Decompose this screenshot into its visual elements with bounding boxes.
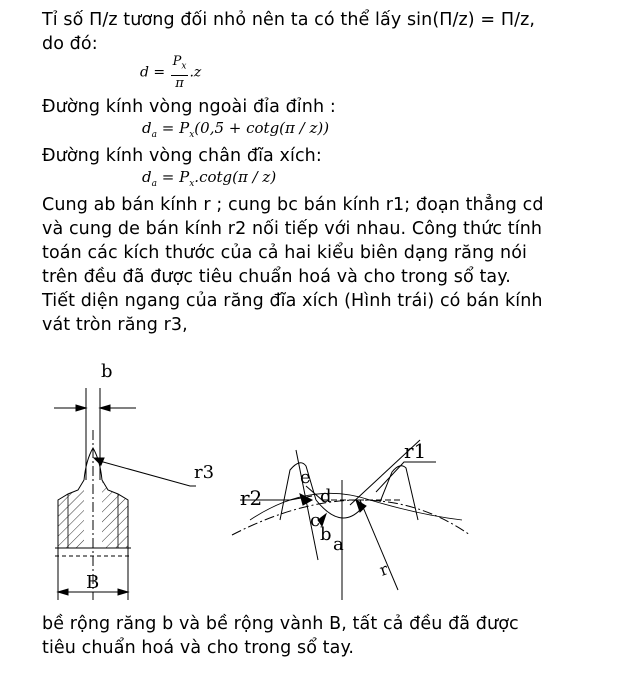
label-B-width: B [86,572,100,593]
formula-lhs: d [142,119,152,137]
formula-eq: = [161,119,175,137]
paragraph-line: Tiết diện ngang của răng đĩa xích (Hình trái) có bán kính [42,291,543,311]
paragraph-line: vát tròn răng r3, [42,315,188,335]
paragraph-line: và cung de bán kính r2 nối tiếp với nhau. Công thức tính [42,219,543,239]
formula-p-sub: x [189,179,195,189]
right-figure-profile [232,440,470,600]
label-d: d [320,486,332,507]
fraction-denominator: π [175,75,184,91]
left-figure-cross-section [54,388,196,600]
outer-diameter-heading: Đường kính vòng ngoài đỉa đỉnh : [42,97,336,117]
formula-body: .cotg(π / z) [194,168,277,186]
label-r1: r1 [404,439,427,463]
formula-lhs: d [142,168,152,186]
formula-eq: = [161,168,175,186]
label-c: c [310,510,321,531]
root-diameter-heading: Đường kính vòng chân đĩa xích: [42,146,322,166]
closing-line: bề rộng răng b và bề rộng vành B, tất cả đều đã được [42,614,519,634]
formula-tail: .z [189,64,202,81]
label-e: e [300,467,311,488]
label-a: a [333,534,344,555]
fraction-numerator-sub: x [181,61,187,72]
formula-body: (0,5 + cotg(π / z)) [194,119,330,137]
label-r3: r3 [194,462,215,483]
text-line-1: Tỉ số Π/z tương đối nhỏ nên ta có thể lấy sin(Π/z) = Π/z, [42,10,536,30]
label-r: r [376,559,391,580]
label-b-width: b [101,361,113,382]
fraction-numerator: P [172,54,182,69]
formula-p-sub: x [189,130,195,140]
formula-p: P [179,119,190,137]
formula-lhs: d [140,64,149,81]
text-line-2: do đó: [42,34,98,54]
label-r2: r2 [240,486,263,510]
paragraph-line: Cung ab bán kính r ; cung bc bán kính r1; đoạn thẳng cd [42,195,544,215]
formula-eq: = [153,64,166,81]
formula-lhs-sub: a [151,179,157,189]
paragraph-line: trên đều đã được tiêu chuẩn hoá và cho trong sổ tay. [42,267,511,287]
label-b-point: b [320,524,332,545]
paragraph-line: toán các kích thước của cả hai kiểu biên dạng răng nói [42,243,527,263]
closing-line: tiêu chuẩn hoá và cho trong sổ tay. [42,638,355,658]
formula-p: P [179,168,190,186]
formula-lhs-sub: a [151,130,157,140]
